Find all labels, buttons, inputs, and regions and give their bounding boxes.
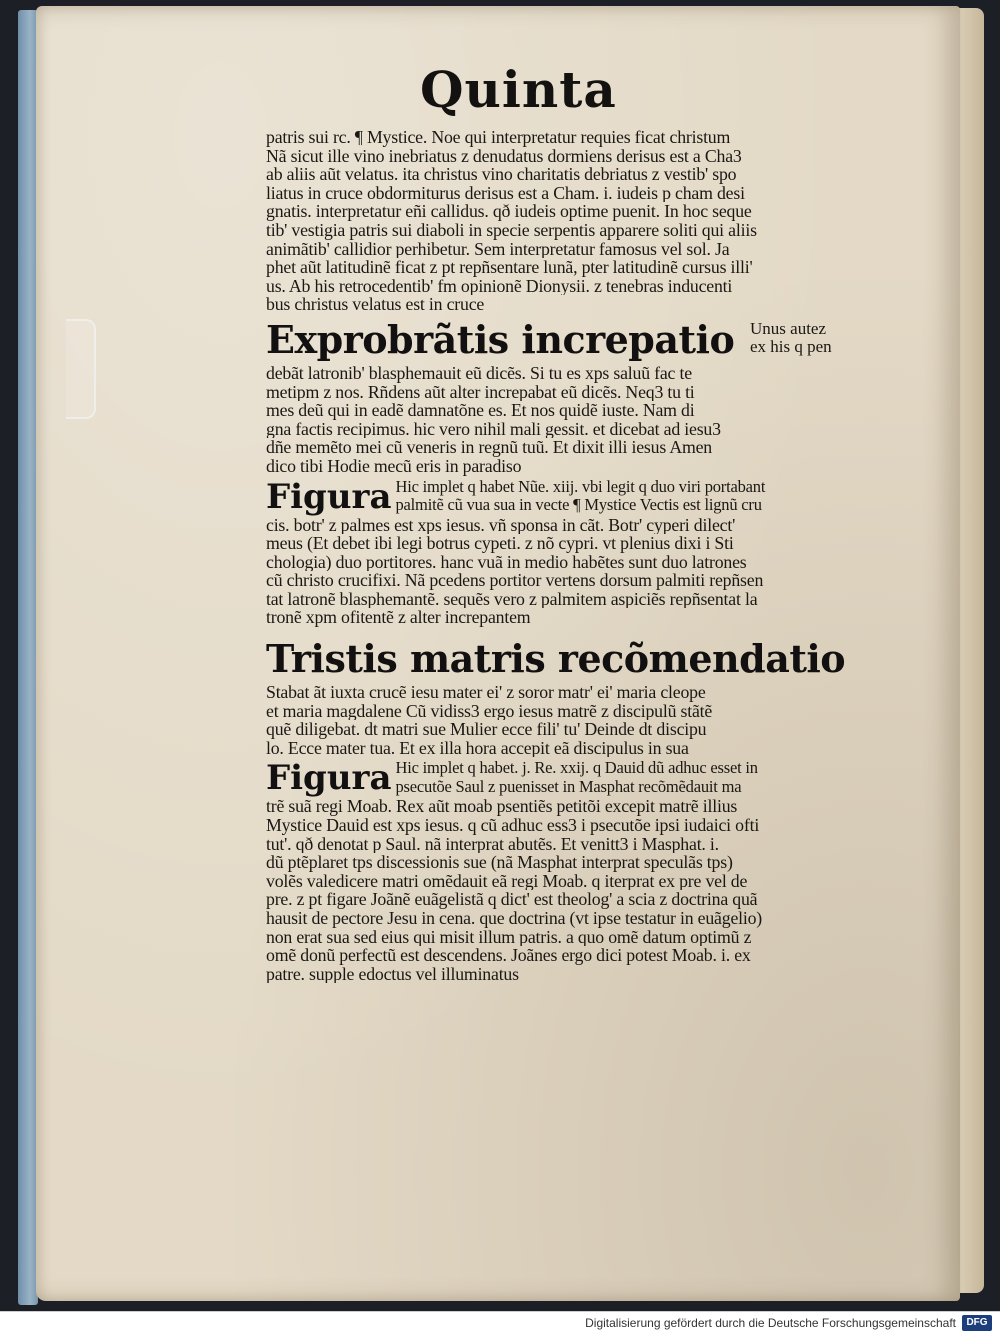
- page-title: Quinta: [420, 60, 617, 119]
- text-line: dñe memẽto mei cũ veneris in regnũ tuũ. Et dixit illi iesus Amen: [266, 438, 712, 457]
- text-line: trẽ suã regi Moab. Rex aũt moab psentiẽs petitõi excepit matrẽ illius: [266, 797, 738, 817]
- section-heading: Tristis matris recõmendatio: [266, 636, 846, 682]
- text-line: Stabat ãt iuxta crucẽ iesu mater ei' z soror matr' ei' maria cleope: [266, 683, 706, 702]
- text-line: bus christus velatus est in cruce: [266, 295, 485, 314]
- book-cover-edge: [18, 10, 38, 1305]
- figura-block: [266, 478, 870, 516]
- text-line: hausit de pectore Jesu in cena. que doctrina (vt ipse testatur in euãgelio): [266, 909, 763, 928]
- text-line: Unus autez: [750, 318, 827, 338]
- text-line: patre. supple edoctus vel illuminatus: [266, 964, 519, 984]
- text-line: debãt latronib' blasphemauit eũ dicẽs. Si tu es xps saluũ fac te: [266, 363, 692, 383]
- footer-credit: Digitalisierung gefördert durch die Deutsche Forschungsgemeinschaft: [585, 1316, 956, 1330]
- text-line: phet aũt latitudinẽ ficat z pt repñsentare lunã, pter latitudinẽ cursus illi': [266, 258, 753, 277]
- text-line: tib' vestigia patris sui diaboli in specie serpentis apparere soliti qui aliis: [266, 220, 757, 240]
- text-line: gna factis recipimus. hic vero nihil mali gessit. et dicebat ad iesu3: [266, 419, 721, 439]
- paragraph-3: [266, 516, 870, 628]
- text-line: mes deũ qui in eadẽ damnatõne es. Et nos quidẽ iuste. Nam di: [266, 401, 695, 420]
- text-line: cũ christo crucifixi. Nã pcedens portitor vertens dorsum palmiti repñsen: [266, 571, 764, 590]
- figura-label: Figura: [266, 476, 392, 517]
- text-line: et maria magdalene Cũ vidiss3 ergo iesus matrẽ z discipulũ stãtẽ: [266, 701, 713, 721]
- text-line: patris sui rc. ¶ Mystice. Noe qui interpretatur requies ficat christum: [266, 128, 731, 147]
- text-line: tat latronẽ blasphemantẽ. sequẽs vero z palmitem aspiciẽs repñsentat la: [266, 589, 758, 609]
- text-line: pre. z pt figare Joãnẽ euãgelistã q dict' est theolog' a scia z doctrina quã: [266, 890, 758, 909]
- paragraph-5: [266, 797, 870, 983]
- text-line: omẽ donũ perfectũ est descendens. Joãnes ergo dici potest Moab. i. ex: [266, 946, 751, 965]
- text-line: animãtib' callidior perhibetur. Sem interpretatur famosus vel sol. Ja: [266, 239, 730, 259]
- figura-block: [266, 759, 870, 797]
- text-line: ex his q pen: [750, 337, 832, 357]
- text-line: liatus in cruce obdormiturus derisus est a Cham. i. iudeis p cham desi: [266, 183, 745, 203]
- text-line: palmitẽ cũ vua sua in vecte ¶ Mystice Vectis est lignũ cru: [395, 496, 762, 515]
- page-clip: [66, 319, 96, 419]
- dfg-logo[interactable]: DFG: [962, 1315, 992, 1331]
- text-line: chologia) duo portitores. hanc vuã in medio habẽtes sunt duo latrones: [266, 552, 747, 572]
- page-body: [266, 128, 870, 983]
- text-line: ab aliis aũt velatus. ita christus vino charitatis debriatus z vestib' spo: [266, 165, 737, 184]
- figura-label: Figura: [266, 758, 392, 799]
- text-line: dico tibi Hodie mecũ eris in paradiso: [266, 456, 522, 476]
- text-line: Hic implet q habet. j. Re. xxij. q Dauid dũ adhuc esset in: [395, 759, 758, 778]
- text-line: Nã sicut ille vino inebriatus z denudatus dormiens derisus est a Cha3: [266, 146, 742, 166]
- text-line: us. Ab his retrocedentib' fm opinionẽ Dionysii. z tenebras inducenti: [266, 276, 733, 296]
- text-line: Mystice Dauid est xps iesus. q cũ adhuc ess3 i psecutõe ipsi iudaici ofti: [266, 816, 760, 835]
- paragraph-4: [266, 683, 870, 757]
- text-line: non erat sua sed eius qui misit illum patris. a quo omẽ datum optimũ z: [266, 927, 752, 947]
- footer-bar: [0, 1311, 1000, 1336]
- text-line: cis. botr' z palmes est xps iesus. vñ sponsa in cãt. Botr' cyperi dilect': [266, 515, 736, 535]
- paragraph-2: [266, 364, 870, 476]
- text-line: volẽs valedicere matri omẽdauit eã regi Moab. q iterprat ex pre vel de: [266, 871, 748, 891]
- text-line: meus (Et debet ibi legi botrus cypeti. z nõ cypri. vt plenius dixi i Sti: [266, 534, 734, 553]
- section-heading: Exprobrãtis increpatio: [266, 316, 735, 362]
- text-line: gnatis. interpretatur eñi callidus. qð iudeis optime puenit. In hoc seque: [266, 202, 752, 221]
- text-line: psecutõe Saul z puenisset in Masphat recõmẽdauit ma: [395, 778, 742, 797]
- text-line: tut'. qð denotat p Saul. nã interprat abutẽs. Et venitt3 i Masphat. i.: [266, 834, 719, 854]
- section-heading-block: [266, 637, 870, 681]
- paragraph-1: [266, 128, 870, 314]
- text-line: metipm z nos. Rñdens aũt alter increpabat eũ dicẽs. Neq3 tu ti: [266, 382, 695, 402]
- section-heading-block: [266, 318, 870, 362]
- heading-side-text: [750, 320, 870, 357]
- text-line: dũ ptẽplaret tps discessionis sue (nã Masphat interprat speculãs tps): [266, 853, 733, 872]
- text-line: quẽ diligebat. dt matri sue Mulier ecce fili' tu' Deinde dt discipu: [266, 720, 707, 739]
- text-line: tronẽ xpm ofitentẽ z alter increpantem: [266, 608, 531, 628]
- text-line: lo. Ecce mater tua. Et ex illa hora accepit eã discipulus in sua: [266, 738, 689, 758]
- text-line: Hic implet q habet Nũe. xiij. vbi legit q duo viri portabant: [395, 477, 766, 496]
